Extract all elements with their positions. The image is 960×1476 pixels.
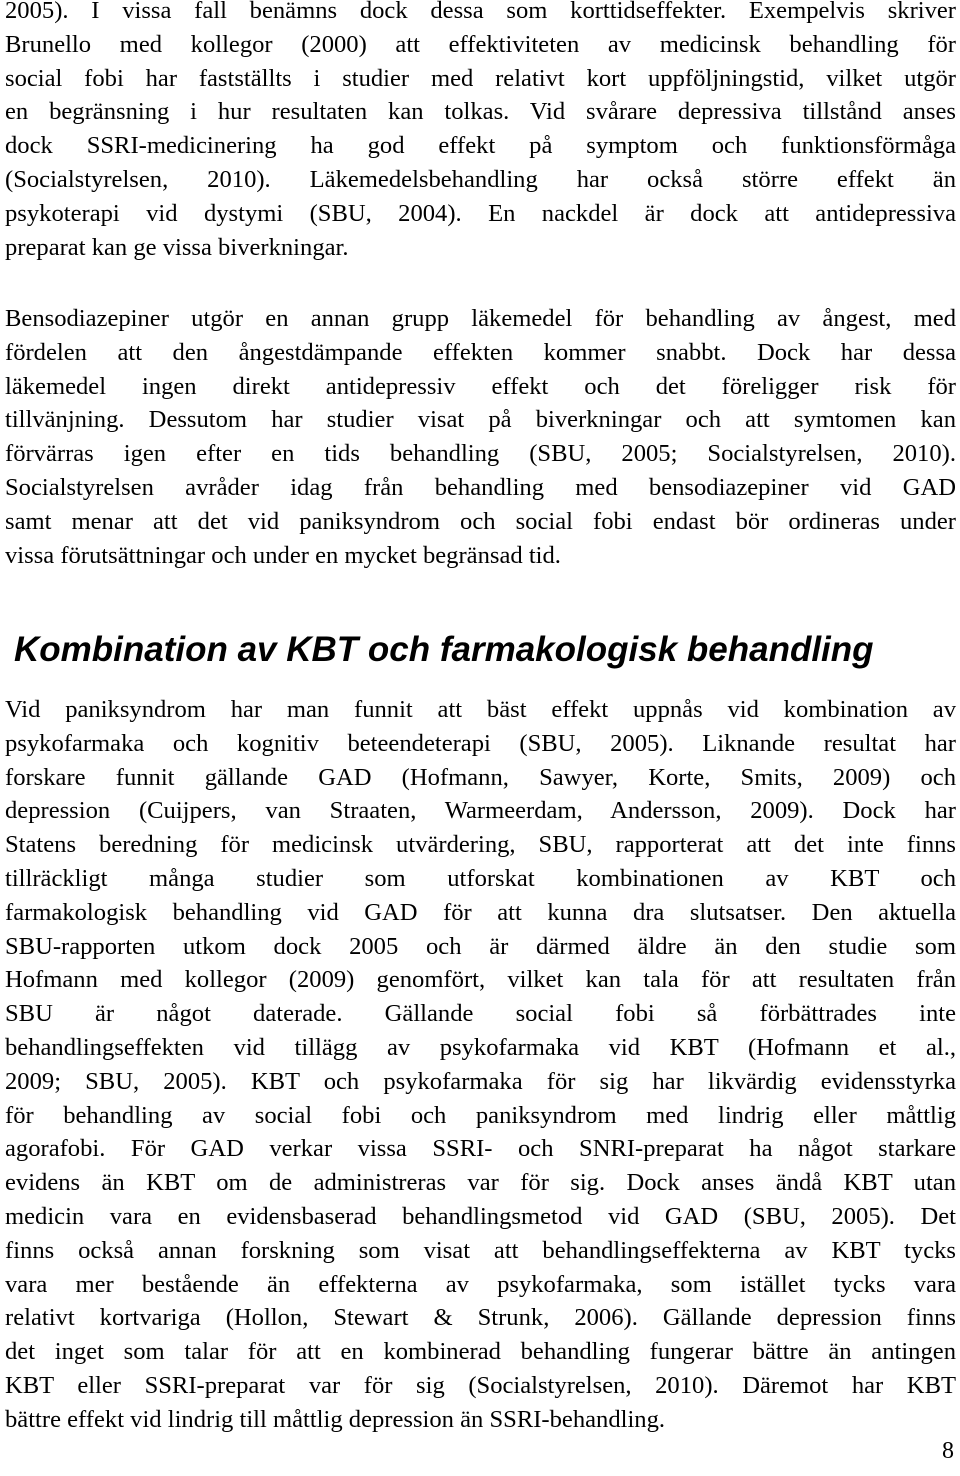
text-line: Statens beredning för medicinsk utvärdering, SBU, rapporterat att det inte finns xyxy=(5,831,956,859)
text-line: agorafobi. För GAD verkar vissa SSRI- och SNRI-preparat ha något starkare xyxy=(5,1135,956,1163)
paragraph-bensodiazepiner xyxy=(5,302,956,572)
text-line: vissa förutsättningar och under en mycket begränsad tid. xyxy=(5,541,561,569)
page-number: 8 xyxy=(942,1438,954,1464)
text-line: vara mer bestående än effekterna av psykofarmaka, som istället tycks vara xyxy=(5,1270,956,1298)
text-line: Hofmann med kollegor (2009) genomfört, vilket kan tala för att resultaten från xyxy=(5,966,956,994)
text-line: depression (Cuijpers, van Straaten, Warmeerdam, Andersson, 2009). Dock har xyxy=(5,797,956,825)
text-line: relativt kortvariga (Hollon, Stewart & Strunk, 2006). Gällande depression finns xyxy=(5,1304,956,1332)
text-line: fördelen att den ångestdämpande effekten kommer snabbt. Dock har dessa xyxy=(5,338,956,366)
text-line: tillräckligt många studier som utforskat kombinationen av KBT och xyxy=(5,864,956,892)
text-line: farmakologisk behandling vid GAD för att kunna dra slutsatser. Den aktuella xyxy=(5,898,956,926)
text-line: forskare funnit gällande GAD (Hofmann, Sawyer, Korte, Smits, 2009) och xyxy=(5,763,956,791)
text-line: (Socialstyrelsen, 2010). Läkemedelsbehandling har också större effekt än xyxy=(5,165,956,193)
text-line: psykoterapi vid dystymi (SBU, 2004). En nackdel är dock att antidepressiva xyxy=(5,199,956,227)
text-line: förvärras igen efter en tids behandling (SBU, 2005; Socialstyrelsen, 2010). xyxy=(5,440,956,468)
text-line: medicin vara en evidensbaserad behandlingsmetod vid GAD (SBU, 2005). Det xyxy=(5,1202,956,1230)
text-line: samt menar att det vid paniksyndrom och social fobi endast bör ordineras under xyxy=(5,507,956,535)
text-line: finns också annan forskning som visat att behandlingseffekterna av KBT tycks xyxy=(5,1236,956,1264)
text-line: Bensodiazepiner utgör en annan grupp läkemedel för behandling av ångest, med xyxy=(5,305,956,332)
text-line: för behandling av social fobi och paniksyndrom med lindrig eller måttlig xyxy=(5,1101,956,1129)
text-line: en begränsning i hur resultaten kan tolkas. Vid svårare depressiva tillstånd anses xyxy=(5,98,956,126)
text-line: 2005). I vissa fall benämns dock dessa som korttidseffekter. Exempelvis skriver xyxy=(5,0,956,24)
text-line: Brunello med kollegor (2000) att effektiviteten av medicinsk behandling för xyxy=(5,30,956,58)
text-line: SBU-rapporten utkom dock 2005 och är därmed äldre än den studie som xyxy=(5,932,956,960)
text-line: bättre effekt vid lindrig till måttlig depression än SSRI-behandling. xyxy=(5,1405,666,1433)
text-line: KBT eller SSRI-preparat var för sig (Socialstyrelsen, 2010). Däremot har KBT xyxy=(5,1371,956,1399)
text-line: preparat kan ge vissa biverkningar. xyxy=(5,233,349,261)
section-heading: Kombination av KBT och farmakologisk behandling xyxy=(14,630,874,669)
text-line: behandlingseffekten vid tillägg av psykofarmaka vid KBT (Hofmann et al., xyxy=(5,1033,956,1061)
paragraph-ssri xyxy=(5,0,956,264)
paragraph-kombination xyxy=(5,693,956,1437)
text-line: 2009; SBU, 2005). KBT och psykofarmaka för sig har likvärdig evidensstyrka xyxy=(5,1067,956,1095)
text-line: Socialstyrelsen avråder idag från behandling med bensodiazepiner vid GAD xyxy=(5,473,956,501)
text-line: tillvänjning. Dessutom har studier visat på biverkningar och att symtomen kan xyxy=(5,406,956,434)
text-line: evidens än KBT om de administreras var för sig. Dock anses ändå KBT utan xyxy=(5,1169,956,1197)
text-line: det inget som talar för att en kombinerad behandling fungerar bättre än antingen xyxy=(5,1338,956,1366)
text-line: SBU är något daterade. Gällande social fobi så förbättrades inte xyxy=(5,1000,956,1028)
text-line: läkemedel ingen direkt antidepressiv effekt och det föreligger risk för xyxy=(5,372,956,400)
text-line: psykofarmaka och kognitiv beteendeterapi (SBU, 2005). Liknande resultat har xyxy=(5,729,956,757)
text-line: social fobi har fastställts i studier med relativt kort uppföljningstid, vilket utgör xyxy=(5,64,956,92)
text-line: Vid paniksyndrom har man funnit att bäst effekt uppnås vid kombination av xyxy=(5,696,956,723)
text-line: dock SSRI-medicinering ha god effekt på symptom och funktionsförmåga xyxy=(5,132,956,160)
